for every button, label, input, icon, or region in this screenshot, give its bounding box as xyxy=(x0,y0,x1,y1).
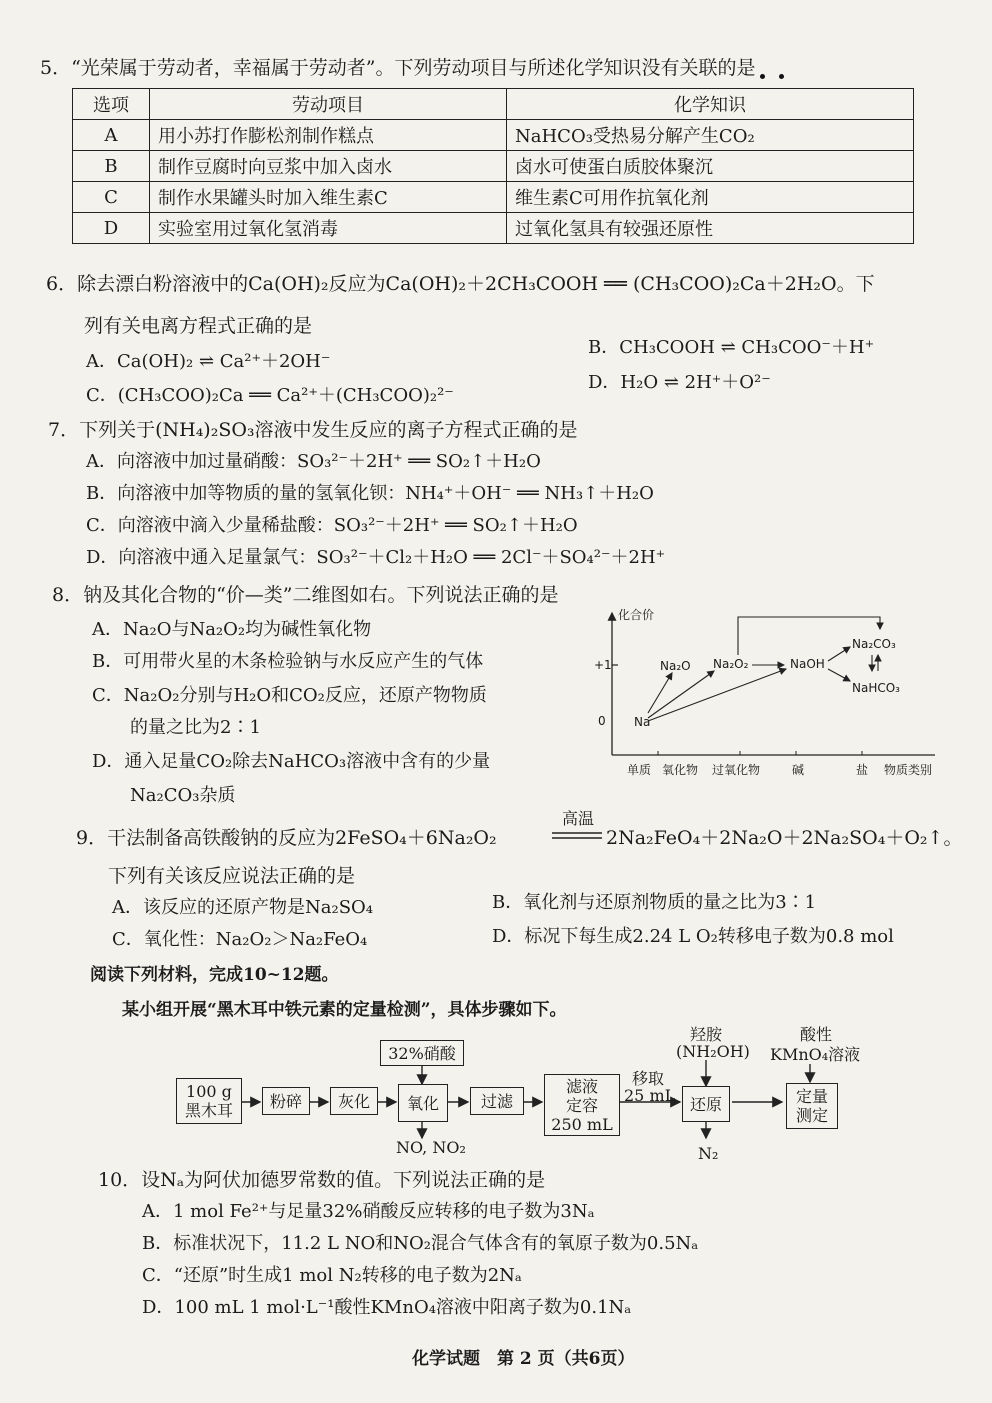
table-header-row xyxy=(73,89,914,120)
page-footer: 化学试题 第 2 页（共6页） xyxy=(412,1349,635,1369)
node-na2o2: Na₂O₂ xyxy=(713,657,749,671)
q10-option-c: C．“还原”时生成1 mol N₂转移的电子数为2Nₐ xyxy=(142,1265,522,1286)
q6-option-d: D．H₂O ⇌ 2H⁺＋O²⁻ xyxy=(588,372,771,393)
q10-option-a: A．1 mol Fe²⁺与足量32%硝酸反应转移的电子数为3Nₐ xyxy=(142,1201,595,1222)
row-chem: 过氧化氢具有较强还原性 xyxy=(507,213,914,244)
q10-option-d: D．100 mL 1 mol·L⁻¹酸性KMnO₄溶液中阳离子数为0.1Nₐ xyxy=(142,1297,632,1318)
q8-option-d-cont: Na₂CO₃杂质 xyxy=(130,785,236,806)
row-labor: 制作水果罐头时加入维生素C xyxy=(150,182,507,213)
flow-step-filtrate: 滤液 定容 250 mL xyxy=(544,1074,620,1136)
q7-option-b: B．向溶液中加等物质的量的氢氧化钡：NH₄⁺＋OH⁻ ══ NH₃↑＋H₂O xyxy=(86,483,654,504)
flow-step-reduce: 还原 xyxy=(682,1086,730,1122)
row-option: A xyxy=(73,120,150,151)
flow-reagent-formula: (NH₂OH) xyxy=(676,1042,750,1061)
equal-sign xyxy=(552,832,602,840)
q8-option-a: A．Na₂O与Na₂O₂均为碱性氧化物 xyxy=(92,619,372,640)
flow-step-ash: 灰化 xyxy=(330,1087,378,1115)
q9-option-a: A．该反应的还原产物是Na₂SO₄ xyxy=(112,897,373,918)
header-chem: 化学知识 xyxy=(507,89,914,120)
y-tick-zero: 0 xyxy=(598,714,606,728)
q6-stem-line1: 6．除去漂白粉溶液中的Ca(OH)₂反应为Ca(OH)₂＋2CH₃COOH ══ (CH₃COO)₂Ca＋2H₂O。下 xyxy=(46,273,875,295)
q5-stem: 5．“光荣属于劳动者，幸福属于劳动者”。下列劳动项目与所述化学知识没有关联的是 xyxy=(40,57,756,79)
q8-option-c-cont: 的量之比为2∶1 xyxy=(130,717,261,738)
q9-stem-post: 2Na₂FeO₄＋2Na₂O＋2Na₂SO₄＋O₂↑。 xyxy=(606,827,963,849)
q6-stem-line2: 列有关电离方程式正确的是 xyxy=(84,315,313,337)
flow-step-filter: 过滤 xyxy=(470,1087,524,1115)
q9-option-d: D．标况下每生成2.24 L O₂转移电子数为0.8 mol xyxy=(492,926,894,947)
table-row xyxy=(73,182,914,213)
flow-step-oxidize: 氧化 xyxy=(398,1084,448,1122)
q6-option-c: C．(CH₃COO)₂Ca ══ Ca²⁺＋(CH₃COO)₂²⁻ xyxy=(86,385,454,406)
q9-stem-pre: 9．干法制备高铁酸钠的反应为2FeSO₄＋6Na₂O₂ xyxy=(76,827,497,849)
node-naoh: NaOH xyxy=(790,657,825,671)
material-intro: 某小组开展“黑木耳中铁元素的定量检测”，具体步骤如下。 xyxy=(122,1000,567,1020)
q9-stem-line2: 下列有关该反应说法正确的是 xyxy=(108,865,356,887)
node-na: Na xyxy=(634,715,651,729)
x-cat-oxide: 氧化物 xyxy=(662,763,699,777)
q9-condition: 高温 xyxy=(562,809,595,828)
q10-stem: 10．设Nₐ为阿伏加德罗常数的值。下列说法正确的是 xyxy=(98,1169,546,1191)
flow-acid-label: 32%硝酸 xyxy=(380,1040,464,1066)
q8-option-d: D．通入足量CO₂除去NaHCO₃溶液中含有的少量 xyxy=(92,751,491,772)
flow-n2-label: N₂ xyxy=(698,1144,719,1163)
emphasis-dot xyxy=(760,74,765,79)
flow-reagent-kmno4: KMnO₄溶液 xyxy=(770,1045,861,1064)
row-labor: 用小苏打作膨松剂制作糕点 xyxy=(150,120,507,151)
row-labor: 制作豆腐时向豆浆中加入卤水 xyxy=(150,151,507,182)
header-option: 选项 xyxy=(73,89,150,120)
flow-reagent-hydroxylamine: 羟胺 xyxy=(690,1025,723,1044)
q9-option-c: C．氧化性：Na₂O₂＞Na₂FeO₄ xyxy=(112,929,368,950)
x-axis-label: 物质类别 xyxy=(884,763,933,777)
row-labor: 实验室用过氧化氢消毒 xyxy=(150,213,507,244)
x-cat-base: 碱 xyxy=(792,763,805,777)
q7-option-d: D．向溶液中通入足量氯气：SO₃²⁻＋Cl₂＋H₂O ══ 2Cl⁻＋SO₄²⁻＋2H⁺ xyxy=(86,547,666,568)
y-tick-plus1: +1 xyxy=(594,658,612,672)
x-cat-peroxide: 过氧化物 xyxy=(712,763,761,777)
x-cat-element: 单质 xyxy=(627,763,652,777)
node-nahco3: NaHCO₃ xyxy=(852,681,900,695)
header-labor: 劳动项目 xyxy=(150,89,507,120)
table-row xyxy=(73,213,914,244)
diagram-lines xyxy=(600,605,940,785)
table-row xyxy=(73,151,914,182)
flow-start-black-fungus: 100 g 黑木耳 xyxy=(176,1078,242,1124)
material-title: 阅读下列材料，完成10~12题。 xyxy=(90,965,339,985)
q7-stem: 7．下列关于(NH₄)₂SO₃溶液中发生反应的离子方程式正确的是 xyxy=(48,419,578,441)
x-cat-salt: 盐 xyxy=(856,763,869,777)
q6-option-a: A．Ca(OH)₂ ⇌ Ca²⁺＋2OH⁻ xyxy=(86,351,331,372)
flow-transfer-label: 移取 xyxy=(632,1069,665,1088)
q8-option-b: B．可用带火星的木条检验钠与水反应产生的气体 xyxy=(92,651,484,672)
flow-reagent-acidic: 酸性 xyxy=(800,1025,833,1044)
q6-option-b: B．CH₃COOH ⇌ CH₃COO⁻＋H⁺ xyxy=(588,337,875,358)
y-axis-label: 化合价 xyxy=(618,608,655,622)
row-option: B xyxy=(73,151,150,182)
emphasis-dot xyxy=(779,74,784,79)
flow-step-crush: 粉碎 xyxy=(262,1087,310,1115)
flow-step-measure: 定量 测定 xyxy=(786,1083,838,1129)
flow-transfer-volume: 25 mL xyxy=(624,1086,676,1105)
node-na2o: Na₂O xyxy=(660,659,691,673)
q7-option-a: A．向溶液中加过量硝酸：SO₃²⁻＋2H⁺ ══ SO₂↑＋H₂O xyxy=(86,451,541,472)
row-chem: NaHCO₃受热易分解产生CO₂ xyxy=(507,120,914,151)
q5-table xyxy=(72,88,914,244)
q8-stem: 8．钠及其化合物的“价—类”二维图如右。下列说法正确的是 xyxy=(52,584,559,606)
row-chem: 维生素C可用作抗氧化剂 xyxy=(507,182,914,213)
row-option: C xyxy=(73,182,150,213)
flow-nox-label: NO, NO₂ xyxy=(396,1138,466,1157)
table-row xyxy=(73,120,914,151)
row-chem: 卤水可使蛋白质胶体聚沉 xyxy=(507,151,914,182)
node-na2co3: Na₂CO₃ xyxy=(852,637,896,651)
q7-option-c: C．向溶液中滴入少量稀盐酸：SO₃²⁻＋2H⁺ ══ SO₂↑＋H₂O xyxy=(86,515,578,536)
q9-option-b: B．氧化剂与还原剂物质的量之比为3∶1 xyxy=(492,892,817,913)
q10-option-b: B．标准状况下，11.2 L NO和NO₂混合气体含有的氧原子数为0.5Nₐ xyxy=(142,1233,699,1254)
row-option: D xyxy=(73,213,150,244)
q8-option-c: C．Na₂O₂分别与H₂O和CO₂反应，还原产物物质 xyxy=(92,685,487,706)
